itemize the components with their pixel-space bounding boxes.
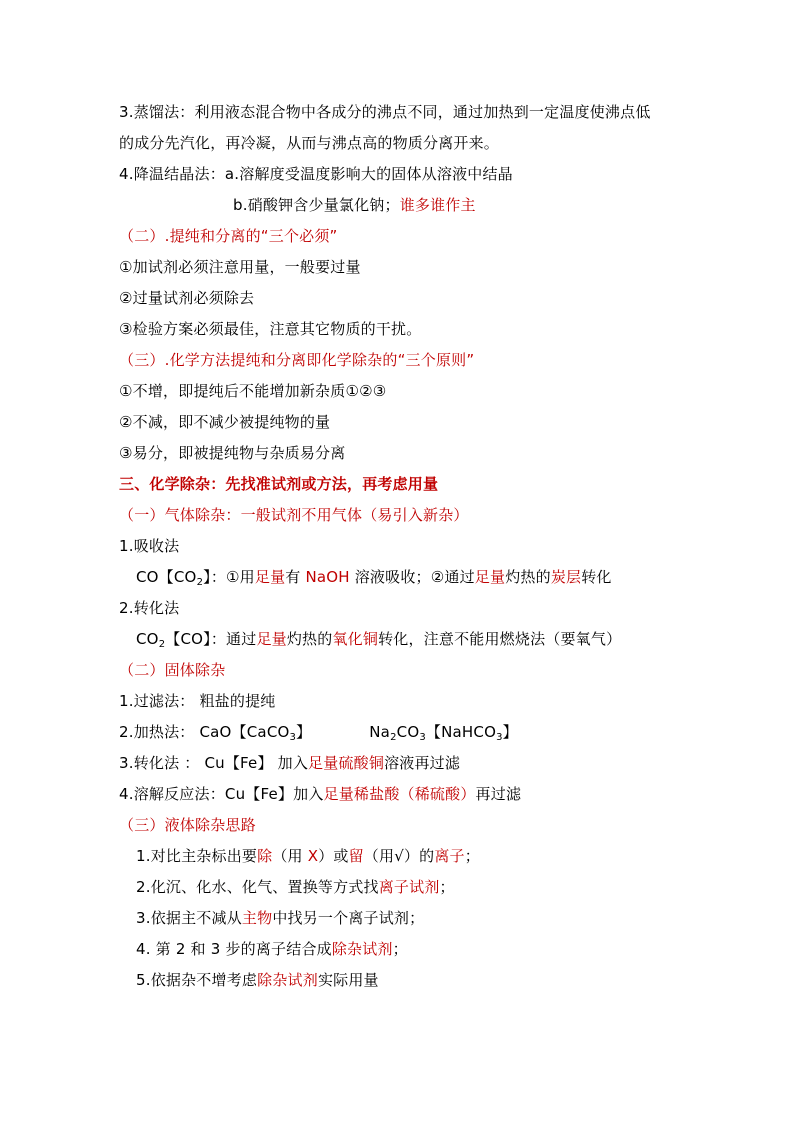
highlight-text: 足量硫酸铜 bbox=[308, 754, 385, 772]
text-segment: CO bbox=[136, 630, 159, 648]
highlight-text: X bbox=[307, 847, 319, 865]
text-segment: 2.化沉、化水、化气、置换等方式找 bbox=[136, 878, 379, 896]
heading-solid-removal: （二）固体除杂 bbox=[119, 661, 226, 679]
cooling-example-text: b.硝酸钾含少量氯化钠； bbox=[233, 196, 400, 214]
liquid-step-4 bbox=[136, 939, 408, 959]
text-segment: （用 bbox=[272, 847, 308, 865]
text-segment: ； bbox=[392, 940, 408, 958]
highlight-text: 足量 bbox=[256, 630, 287, 648]
text-segment: CO bbox=[396, 723, 420, 741]
highlight-text: 离子试剂 bbox=[378, 878, 440, 896]
list-item-principle-3: ③易分，即被提纯物与杂质易分离 bbox=[119, 444, 346, 462]
text-segment: 1.对比主杂标出要 bbox=[136, 847, 258, 865]
highlight-text: 除杂试剂 bbox=[257, 971, 318, 989]
liquid-step-1 bbox=[136, 846, 480, 866]
highlight-text: 除杂试剂 bbox=[331, 940, 393, 958]
text-segment: 4. 第 2 和 3 步的离子结合成 bbox=[136, 940, 332, 958]
para-distillation-2: 的成分先汽化，再冷凝，从而与沸点高的物质分离开来。 bbox=[119, 134, 500, 152]
method-dissolution bbox=[119, 784, 521, 804]
liquid-step-3 bbox=[136, 908, 424, 928]
conversion-detail bbox=[136, 629, 621, 649]
method-conversion: 2.转化法 bbox=[119, 599, 180, 617]
method-conversion-solid bbox=[119, 753, 460, 773]
highlight-text: 主物 bbox=[241, 909, 273, 927]
list-item-principle-1: ①不增，即提纯后不能增加新杂质①②③ bbox=[119, 382, 387, 400]
method-filtration: 1.过滤法： 粗盐的提纯 bbox=[119, 692, 276, 710]
heading-three-principles: （三）.化学方法提纯和分离即化学除杂的“三个原则” bbox=[119, 351, 475, 369]
highlight-text: 留 bbox=[348, 847, 364, 865]
liquid-step-5 bbox=[136, 970, 379, 990]
text-segment: 】：①用 bbox=[203, 568, 255, 586]
list-item-must-1: ①加试剂必须注意用量，一般要过量 bbox=[119, 258, 361, 276]
text-segment: ； bbox=[464, 847, 480, 865]
highlight-text: 氧化铜 bbox=[332, 630, 379, 648]
text-segment: 】 bbox=[502, 723, 518, 741]
text-segment: ）或 bbox=[318, 847, 349, 865]
text-segment: 【NaHCO bbox=[425, 723, 497, 741]
text-segment: 转化 bbox=[581, 568, 612, 586]
highlight-text: 足量稀盐酸（稀硫酸） bbox=[323, 785, 476, 803]
para-cooling-example bbox=[233, 195, 476, 215]
text-segment: 】 bbox=[296, 723, 312, 741]
text-segment: 3.依据主不减从 bbox=[136, 909, 242, 927]
heading-liquid-removal: （三）液体除杂思路 bbox=[119, 816, 256, 834]
text-segment: 转化，注意不能用燃烧法（要氧气） bbox=[378, 630, 622, 648]
text-segment: 中找另一个离子试剂； bbox=[272, 909, 425, 927]
text-segment: 溶液再过滤 bbox=[384, 754, 461, 772]
text-segment: 灼热的 bbox=[505, 568, 551, 586]
text-segment: ； bbox=[439, 878, 455, 896]
highlight-text: 离子 bbox=[434, 847, 465, 865]
highlight-text: 除 bbox=[257, 847, 273, 865]
subscript: 2 bbox=[390, 732, 397, 743]
section-heading-chemical-removal: 三、化学除杂：先找准试剂或方法，再考虑用量 bbox=[119, 475, 439, 493]
highlight-text: 足量 bbox=[474, 568, 506, 586]
list-item-must-2: ②过量试剂必须除去 bbox=[119, 289, 255, 307]
liquid-step-2 bbox=[136, 877, 455, 897]
subscript: 3 bbox=[289, 732, 297, 743]
highlight-text: 足量 bbox=[254, 568, 286, 586]
subscript: 2 bbox=[158, 639, 166, 650]
text-segment: 实际用量 bbox=[317, 971, 379, 989]
para-cooling-crystallization: 4.降温结晶法：a.溶解度受温度影响大的固体从溶液中结晶 bbox=[119, 165, 513, 183]
absorption-detail bbox=[136, 567, 612, 587]
list-item-principle-2: ②不减，即不减少被提纯物的量 bbox=[119, 413, 331, 431]
highlight-text: 炭层 bbox=[550, 568, 582, 586]
method-absorption: 1.吸收法 bbox=[119, 537, 180, 555]
subscript: 3 bbox=[419, 732, 426, 743]
text-segment: 再过滤 bbox=[475, 785, 522, 803]
subscript: 2 bbox=[196, 577, 204, 588]
heading-gas-removal: （一）气体除杂：一般试剂不用气体（易引入新杂） bbox=[119, 506, 469, 524]
text-segment: 2.加热法： CaO【CaCO bbox=[119, 723, 290, 741]
text-segment: 5.依据杂不增考虑 bbox=[136, 971, 258, 989]
text-segment: CO【CO bbox=[136, 568, 197, 586]
text-segment: 溶液吸收；②通过 bbox=[349, 568, 475, 586]
text-segment: （用√）的 bbox=[363, 847, 435, 865]
highlight-text: NaOH bbox=[305, 568, 350, 586]
heading-three-musts: （二）.提纯和分离的“三个必须” bbox=[119, 227, 338, 245]
text-segment: 有 bbox=[285, 568, 306, 586]
subscript: 3 bbox=[496, 732, 503, 743]
list-item-must-3: ③检验方案必须最佳，注意其它物质的干扰。 bbox=[119, 320, 422, 338]
method-heating bbox=[119, 722, 518, 742]
para-distillation-1: 3.蒸馏法：利用液态混合物中各成分的沸点不同，通过加热到一定温度使沸点低 bbox=[119, 103, 651, 121]
text-segment: 灼热的 bbox=[286, 630, 333, 648]
text-segment: 3.转化法 ： Cu【Fe】 加入 bbox=[119, 754, 309, 772]
cooling-example-highlight: 谁多谁作主 bbox=[399, 196, 476, 214]
text-segment: 4.溶解反应法：Cu【Fe】加入 bbox=[119, 785, 324, 803]
text-segment: 【CO】：通过 bbox=[165, 630, 257, 648]
text-segment: Na bbox=[369, 723, 391, 741]
